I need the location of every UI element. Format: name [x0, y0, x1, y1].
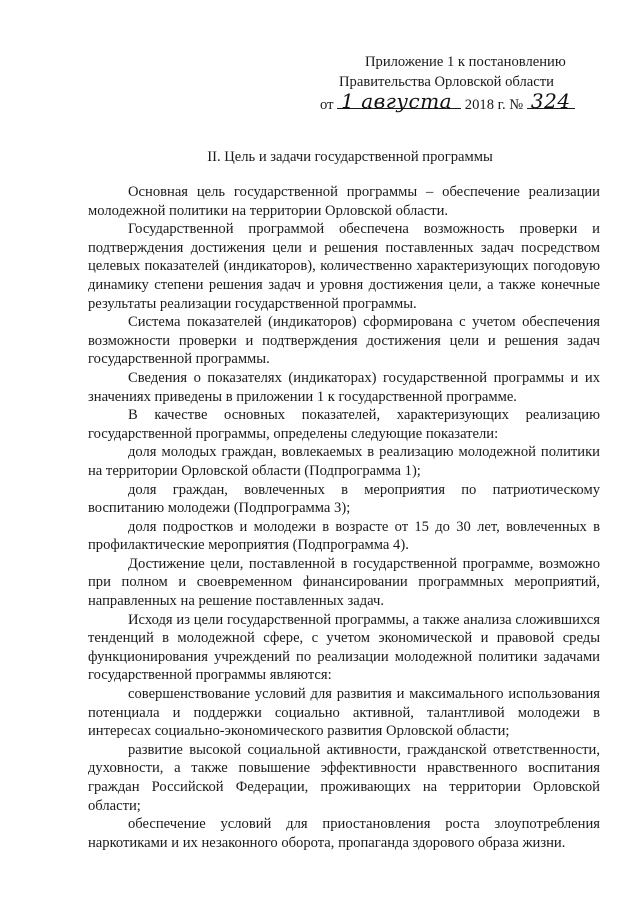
paragraph: доля подростков и молодежи в возрасте от 15 до 30 лет, вовлеченных в профилактические мероприятия (Подпрограмма 4).	[88, 518, 600, 554]
paragraph: развитие высокой социальной активности, гражданской ответственности, духовности, а также повышение эффективности нравственного воспитания граждан Российской Федерации, проживающих на территории Орловской области;	[88, 741, 600, 814]
number-field	[527, 89, 575, 113]
paragraph: совершенствование условий для развития и максимального использования потенциала и поддержки социально активной, талантливой молодежи в интересах социально-экономического развития Орловской области;	[88, 686, 600, 740]
paragraph: В качестве основных показателей, характеризующих реализацию государственной программы, определены следующие показатели:	[88, 407, 600, 442]
document-body	[88, 183, 600, 852]
paragraph: доля граждан, вовлеченных в мероприятия по патриотическому воспитанию молодежи (Подпрограмма 3);	[88, 481, 600, 517]
paragraph: Достижение цели, поставленной в государственной программе, возможно при полном и своевременном финансировании программных мероприятий, направленных на решение поставленных задач.	[88, 555, 600, 610]
appendix-header	[320, 52, 620, 115]
handwritten-number: 324	[530, 89, 571, 113]
appendix-date-line	[320, 89, 620, 115]
paragraph: обеспечение условий для приостановления роста злоупотребления наркотиками и их незаконного оборота, пропаганда здорового образа жизни.	[88, 816, 600, 851]
paragraph: Основная цель государственной программы – обеспечение реализации молодежной политики на территории Орловской области.	[88, 184, 600, 219]
year-label: 2018 г.	[464, 97, 506, 113]
handwritten-date: 1 августа	[341, 89, 453, 113]
number-sign: №	[509, 97, 524, 113]
paragraph: доля молодых граждан, вовлекаемых в реализацию молодежной политики на территории Орловской области (Подпрограмма 1);	[88, 444, 600, 479]
appendix-line-1: Приложение 1 к постановлению	[365, 54, 566, 70]
paragraph: Государственной программой обеспечена возможность проверки и подтверждения достижения цели и решения поставленных задач посредством целевых показателей (индикаторов), количественно характеризующих погодовую динамику степени решения задач и уровня достижения цели, а также конечные результаты реализации государственной программы.	[88, 221, 600, 312]
paragraph: Сведения о показателях (индикаторах) государственной программы и их значениях приведены в приложении 1 к государственной программе.	[88, 369, 600, 405]
paragraph: Система показателей (индикаторов) сформирована с учетом обеспечения возможности проверки и подтверждения достижения цели и решения задач государственной программы.	[88, 314, 600, 368]
appendix-line-2: Правительства Орловской области	[339, 74, 554, 90]
from-label: от	[320, 97, 334, 113]
date-field	[337, 89, 461, 113]
paragraph: Исходя из цели государственной программы, а также анализа сложившихся тенденций в молодежной сфере, с учетом экономической и правовой среды функционирования учреждений по реализации молодежной политики задачами государственной программы являются:	[88, 611, 600, 684]
section-title: II. Цель и задачи государственной программы	[207, 149, 493, 165]
